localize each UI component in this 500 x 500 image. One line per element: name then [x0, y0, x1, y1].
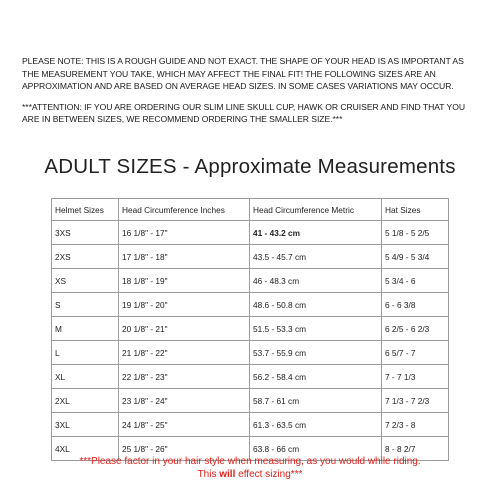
cell-hat-size: 6 5/7 - 7: [382, 341, 449, 365]
table-row: [52, 269, 449, 293]
cell-hat-size: 6 - 6 3/8: [382, 293, 449, 317]
cell-hat-size: 8 - 8 2/7: [382, 437, 449, 461]
cell-helmet-size: 3XL: [52, 413, 119, 437]
page-title: ADULT SIZES - Approximate Measurements: [44, 155, 456, 178]
sizing-warning: [0, 456, 500, 481]
cell-hat-size: 5 4/9 - 5 3/4: [382, 245, 449, 269]
cell-hat-size: 5 3/4 - 6: [382, 269, 449, 293]
sizing-warning-line-1: ***Please factor in your hair style when measuring, as you would while riding.: [79, 456, 421, 467]
cell-circumference-inches: 19 1/8" - 20": [119, 293, 250, 317]
cell-circumference-metric: 58.7 - 61 cm: [250, 389, 382, 413]
cell-hat-size: 6 2/5 - 6 2/3: [382, 317, 449, 341]
table-row: [52, 293, 449, 317]
cell-circumference-metric: 41 - 43.2 cm: [250, 221, 382, 245]
cell-circumference-metric: 51.5 - 53.3 cm: [250, 317, 382, 341]
column-header-circumference-inches: Head Circumference Inches: [119, 199, 250, 221]
table-row: [52, 389, 449, 413]
cell-helmet-size: M: [52, 317, 119, 341]
cell-circumference-inches: 20 1/8" - 21": [119, 317, 250, 341]
sizing-warning-prefix: This: [197, 468, 220, 480]
table-header-row: [52, 199, 449, 221]
cell-hat-size: 5 1/8 - 5 2/5: [382, 221, 449, 245]
cell-circumference-metric: 48.6 - 50.8 cm: [250, 293, 382, 317]
column-header-hat-sizes: Hat Sizes: [382, 199, 449, 221]
cell-helmet-size: 3XS: [52, 221, 119, 245]
table-row: [52, 221, 449, 245]
table-row: [52, 317, 449, 341]
cell-helmet-size: L: [52, 341, 119, 365]
cell-circumference-metric: 63.8 - 66 cm: [250, 437, 382, 461]
cell-circumference-inches: 17 1/8" - 18": [119, 245, 250, 269]
cell-circumference-metric: 53.7 - 55.9 cm: [250, 341, 382, 365]
sizing-warning-suffix: effect sizing***: [235, 468, 303, 480]
cell-circumference-metric: 43.5 - 45.7 cm: [250, 245, 382, 269]
cell-circumference-inches: 25 1/8" - 26": [119, 437, 250, 461]
attention-note: ***ATTENTION: IF YOU ARE ORDERING OUR SLIM LINE SKULL CUP, HAWK OR CRUISER AND FIND THAT YOU ARE IN BETWEEN SIZES, WE RECOMMEND ORDERING THE SMALLER SIZE.***: [22, 101, 465, 124]
cell-hat-size: 7 2/3 - 8: [382, 413, 449, 437]
cell-circumference-inches: 23 1/8" - 24": [119, 389, 250, 413]
table-row: [52, 413, 449, 437]
cell-circumference-inches: 16 1/8" - 17": [119, 221, 250, 245]
cell-helmet-size: XS: [52, 269, 119, 293]
fit-note: PLEASE NOTE: THIS IS A ROUGH GUIDE AND NOT EXACT. THE SHAPE OF YOUR HEAD IS AS IMPORTANT AS THE MEASUREMENT YOU TAKE, WHICH MAY AFFECT THE FINAL FIT! THE FOLLOWING SIZES ARE AN APPROXIMATION AND ARE BASED ON AVERAGE HEAD SIZES. IN SOME CASES VARIATIONS MAY OCCUR.: [22, 56, 464, 91]
table-row: [52, 365, 449, 389]
cell-circumference-metric: 46 - 48.3 cm: [250, 269, 382, 293]
cell-hat-size: 7 1/3 - 7 2/3: [382, 389, 449, 413]
cell-circumference-metric: 56.2 - 58.4 cm: [250, 365, 382, 389]
cell-circumference-inches: 21 1/8" - 22": [119, 341, 250, 365]
size-chart-table: [51, 198, 449, 461]
column-header-helmet-sizes: Helmet Sizes: [52, 199, 119, 221]
cell-hat-size: 7 - 7 1/3: [382, 365, 449, 389]
table-row: [52, 245, 449, 269]
cell-circumference-metric: 61.3 - 63.5 cm: [250, 413, 382, 437]
cell-circumference-inches: 22 1/8" - 23": [119, 365, 250, 389]
fit-notes: [22, 55, 482, 134]
cell-helmet-size: S: [52, 293, 119, 317]
cell-helmet-size: 4XL: [52, 437, 119, 461]
table-row: [52, 341, 449, 365]
sizing-warning-emphasis: will: [219, 468, 236, 480]
cell-helmet-size: XL: [52, 365, 119, 389]
sizing-warning-line-2: [0, 469, 500, 482]
cell-circumference-inches: 24 1/8" - 25": [119, 413, 250, 437]
column-header-circumference-metric: Head Circumference Metric: [250, 199, 382, 221]
cell-helmet-size: 2XL: [52, 389, 119, 413]
cell-circumference-inches: 18 1/8" - 19": [119, 269, 250, 293]
cell-helmet-size: 2XS: [52, 245, 119, 269]
